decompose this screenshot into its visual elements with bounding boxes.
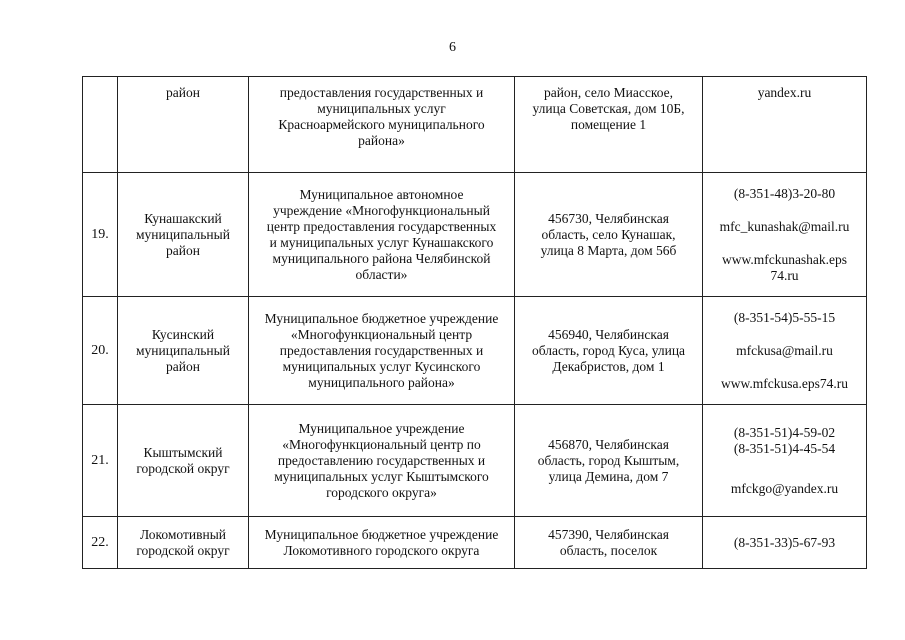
organization-line: предоставления государственных и <box>279 85 484 100</box>
organization-line: Красноармейского муниципального <box>278 117 485 132</box>
contacts-cell <box>703 405 867 517</box>
contacts-cell <box>703 77 867 173</box>
organization-line: предоставления государственных и <box>279 342 484 358</box>
organization-line: Муниципальное бюджетное учреждение <box>264 310 499 326</box>
district-cell <box>118 517 249 569</box>
table-row <box>83 297 867 405</box>
address-line: область, город Кыштым, <box>537 452 680 468</box>
district-cell <box>118 173 249 297</box>
website-link-continuation[interactable]: 74.ru <box>770 267 799 283</box>
address-line: область, село Кунашак, <box>541 226 676 242</box>
organization-line: муниципальных услуг <box>317 101 446 116</box>
organization-line: «Многофункциональный центр по <box>282 436 481 452</box>
organization-line: муниципального района Челябинской <box>272 250 491 266</box>
phone-number: (8-351-54)5-55-15 <box>733 309 836 325</box>
organization-line: области» <box>355 266 408 282</box>
district-cell <box>118 77 249 173</box>
website-link[interactable]: www.mfckunashak.eps <box>721 251 848 267</box>
email-link[interactable]: mfc_kunashak@mail.ru <box>719 218 850 234</box>
phone-number: (8-351-48)3-20-80 <box>733 185 836 201</box>
district-line: муниципальный <box>136 342 230 358</box>
address-line: улица Демина, дом 7 <box>548 468 669 484</box>
address-cell <box>515 77 703 173</box>
district-line: район <box>166 85 200 100</box>
organization-line: предоставлению государственных и <box>277 452 486 468</box>
district-line: район <box>166 242 200 258</box>
website-link[interactable]: yandex.ru <box>757 85 812 100</box>
organization-line: района» <box>358 133 405 148</box>
address-line: область, поселок <box>559 542 658 558</box>
organization-line: Муниципальное автономное <box>299 186 464 202</box>
district-line: район <box>166 358 200 374</box>
row-number-cell: 20. <box>83 297 118 405</box>
organization-cell <box>249 77 515 173</box>
district-line: муниципальный <box>136 226 230 242</box>
district-line: Кыштымский <box>143 444 223 460</box>
address-cell <box>515 297 703 405</box>
organization-line: центр предоставления государственных <box>266 218 497 234</box>
organization-line: Локомотивного городского округа <box>283 542 480 558</box>
address-line: область, город Куса, улица <box>531 342 686 358</box>
district-line: Локомотивный <box>139 526 227 542</box>
address-line: 457390, Челябинская <box>548 526 669 542</box>
district-line: Кунашакский <box>144 210 222 226</box>
address-line: улица 8 Марта, дом 56б <box>540 242 677 258</box>
organization-line: городского округа» <box>326 484 437 500</box>
page-number: 6 <box>449 40 456 55</box>
contacts-cell <box>703 173 867 297</box>
table-row <box>83 405 867 517</box>
district-line: Кусинский <box>151 326 215 342</box>
district-line: городской округ <box>136 542 230 558</box>
address-cell <box>515 173 703 297</box>
district-line: городской округ <box>136 460 230 476</box>
address-line: Декабристов, дом 1 <box>552 358 665 374</box>
email-link[interactable]: mfckgo@yandex.ru <box>730 480 839 496</box>
row-number-cell: 19. <box>83 173 118 297</box>
table-row <box>83 517 867 569</box>
address-cell <box>515 405 703 517</box>
email-link[interactable]: mfckusa@mail.ru <box>736 342 833 358</box>
district-cell <box>118 297 249 405</box>
mfc-table <box>82 76 867 569</box>
address-line: улица Советская, дом 10Б, <box>532 101 685 116</box>
table-row <box>83 77 867 173</box>
organization-cell <box>249 297 515 405</box>
address-line: 456940, Челябинская <box>548 326 669 342</box>
organization-cell <box>249 405 515 517</box>
organization-line: Муниципальное бюджетное учреждение <box>264 526 499 542</box>
address-line: 456870, Челябинская <box>548 436 669 452</box>
row-number-cell: 21. <box>83 405 118 517</box>
contacts-cell <box>703 297 867 405</box>
organization-cell <box>249 517 515 569</box>
organization-line: муниципального района» <box>308 374 455 390</box>
phone-number: (8-351-51)4-45-54 <box>733 440 836 456</box>
row-number-cell <box>83 77 118 173</box>
table-row <box>83 173 867 297</box>
organization-line: Муниципальное учреждение <box>298 420 465 436</box>
address-line: район, село Миасское, <box>543 85 674 100</box>
organization-line: «Многофункциональный центр <box>290 326 473 342</box>
phone-number: (8-351-51)4-59-02 <box>733 424 836 440</box>
organization-line: и муниципальных услуг Кунашакского <box>269 234 494 250</box>
address-line: 456730, Челябинская <box>548 210 669 226</box>
address-cell <box>515 517 703 569</box>
address-line: помещение 1 <box>570 117 647 132</box>
organization-line: учреждение «Многофункциональный <box>273 202 490 218</box>
contacts-cell <box>703 517 867 569</box>
website-link[interactable]: www.mfckusa.eps74.ru <box>721 375 848 391</box>
row-number-cell: 22. <box>83 517 118 569</box>
phone-number: (8-351-33)5-67-93 <box>733 534 836 550</box>
organization-line: муниципальных услуг Кыштымского <box>274 468 489 484</box>
district-cell <box>118 405 249 517</box>
organization-line: муниципальных услуг Кусинского <box>282 358 481 374</box>
organization-cell <box>249 173 515 297</box>
